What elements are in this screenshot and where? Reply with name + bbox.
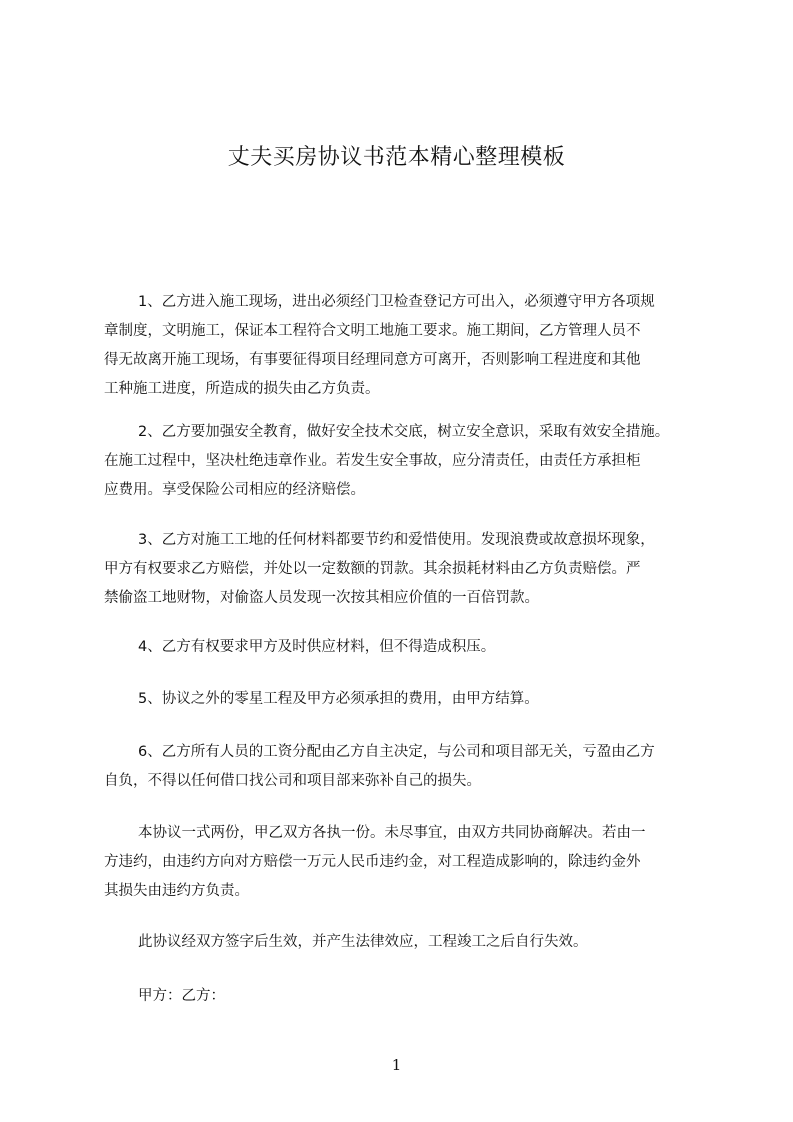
paragraph-line: 4、乙方有权要求甲方及时供应材料，但不得造成积压。 (138, 639, 496, 655)
paragraph-5 (104, 685, 734, 714)
signature-line (104, 982, 734, 1011)
page-number: 1 (391, 1056, 402, 1074)
paragraph-line: 其损失由违约方负责。 (104, 883, 249, 899)
paragraph-6 (104, 738, 734, 796)
paragraph-line: 工种施工进度，所造成的损失由乙方负责。 (104, 381, 380, 397)
signature-parties: 甲方：乙方： (138, 988, 225, 1004)
page-title: 丈夫买房协议书范本精心整理模板 (227, 145, 566, 170)
paragraph-line: 5、协议之外的零星工程及甲方必须承担的费用，由甲方结算。 (138, 691, 539, 707)
paragraph-line: 1、乙方进入施工现场，进出必须经门卫检查登记方可出入，必须遵守甲方各项规 (138, 294, 655, 310)
paragraph-8 (104, 928, 734, 957)
paragraph-line: 甲方有权要求乙方赔偿，并处以一定数额的罚款。其余损耗材料由乙方负责赔偿。严 (104, 561, 641, 577)
paragraph-1 (104, 288, 734, 404)
paragraph-line: 本协议一式两份，甲乙双方各执一份。未尽事宜，由双方共同协商解决。若由一 (138, 825, 646, 841)
paragraph-4 (104, 633, 734, 662)
paragraph-line: 2、乙方要加强安全教育，做好安全技术交底，树立安全意识，采取有效安全措施。 (138, 424, 670, 440)
paragraph-line: 得无故离开施工现场，有事要征得项目经理同意方可离开，否则影响工程进度和其他 (104, 352, 641, 368)
paragraph-line: 禁偷盗工地财物，对偷盗人员发现一次按其相应价值的一百倍罚款。 (104, 590, 539, 606)
paragraph-line: 方违约，由违约方向对方赔偿一万元人民币违约金，对工程造成影响的，除违约金外 (104, 854, 641, 870)
paragraph-line: 3、乙方对施工工地的任何材料都要节约和爱惜使用。发现浪费或故意损坏现象， (138, 532, 655, 548)
paragraph-line: 章制度，文明施工，保证本工程符合文明工地施工要求。施工期间，乙方管理人员不 (104, 323, 641, 339)
paragraph-line: 在施工过程中，坚决杜绝违章作业。若发生安全事故，应分清责任，由责任方承担柜 (104, 453, 641, 469)
paragraph-line: 6、乙方所有人员的工资分配由乙方自主决定，与公司和项目部无关，亏盈由乙方 (138, 744, 655, 760)
paragraph-3 (104, 526, 734, 613)
paragraph-7 (104, 819, 734, 906)
paragraph-line: 应费用。享受保险公司相应的经济赔偿。 (104, 482, 365, 498)
paragraph-2 (104, 418, 734, 505)
paragraph-line: 此协议经双方签字后生效，并产生法律效应，工程竣工之后自行失效。 (138, 934, 588, 950)
paragraph-line: 自负，不得以任何借口找公司和项目部来弥补自己的损失。 (104, 773, 481, 789)
